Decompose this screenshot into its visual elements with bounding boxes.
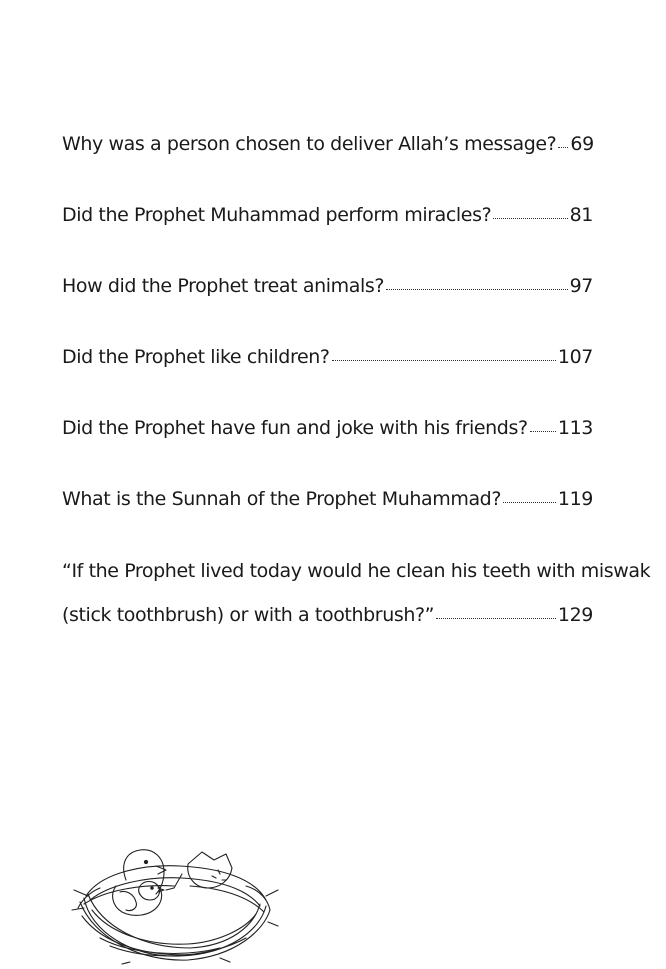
toc-entry-title: What is the Sunnah of the Prophet Muhammad? (62, 488, 502, 510)
toc-entry[interactable] (62, 345, 593, 369)
toc-leader-dots (386, 289, 568, 290)
toc-entry[interactable] (62, 203, 593, 227)
toc-entry[interactable] (62, 559, 651, 627)
toc-entry-title-line1: “If the Prophet lived today would he clean his teeth with miswak (62, 560, 651, 582)
toc-leader-dots (530, 431, 556, 432)
toc-entry[interactable] (62, 132, 593, 156)
toc-entry-title: Did the Prophet like children? (62, 346, 330, 368)
toc-leader-dots (503, 502, 556, 503)
toc-entry[interactable] (62, 487, 593, 511)
toc-leader-dots (558, 147, 568, 148)
toc-entry-page: 69 (570, 133, 594, 155)
toc-leader-dots (332, 360, 556, 361)
toc-entry-page: 129 (557, 604, 593, 626)
toc-entry-page: 97 (569, 275, 593, 297)
toc-entry[interactable] (62, 274, 593, 298)
toc-entry-title: Did the Prophet have fun and joke with his friends? (62, 417, 528, 439)
toc-entry-page: 107 (557, 346, 593, 368)
toc-leader-dots (436, 618, 556, 619)
toc-entry-title: Did the Prophet Muhammad perform miracles? (62, 204, 492, 226)
toc-entry-title: How did the Prophet treat animals? (62, 275, 385, 297)
toc-entry-page: 81 (569, 204, 593, 226)
toc-entry-page: 113 (557, 417, 593, 439)
toc-entry-title: Why was a person chosen to deliver Allah’s message? (62, 133, 557, 155)
bird-in-nest-icon (70, 830, 280, 965)
toc-entry-title-line2: (stick toothbrush) or with a toothbrush?” (62, 604, 435, 626)
toc-entry[interactable] (62, 416, 593, 440)
toc-leader-dots (493, 218, 567, 219)
toc-entry-page: 119 (557, 488, 593, 510)
